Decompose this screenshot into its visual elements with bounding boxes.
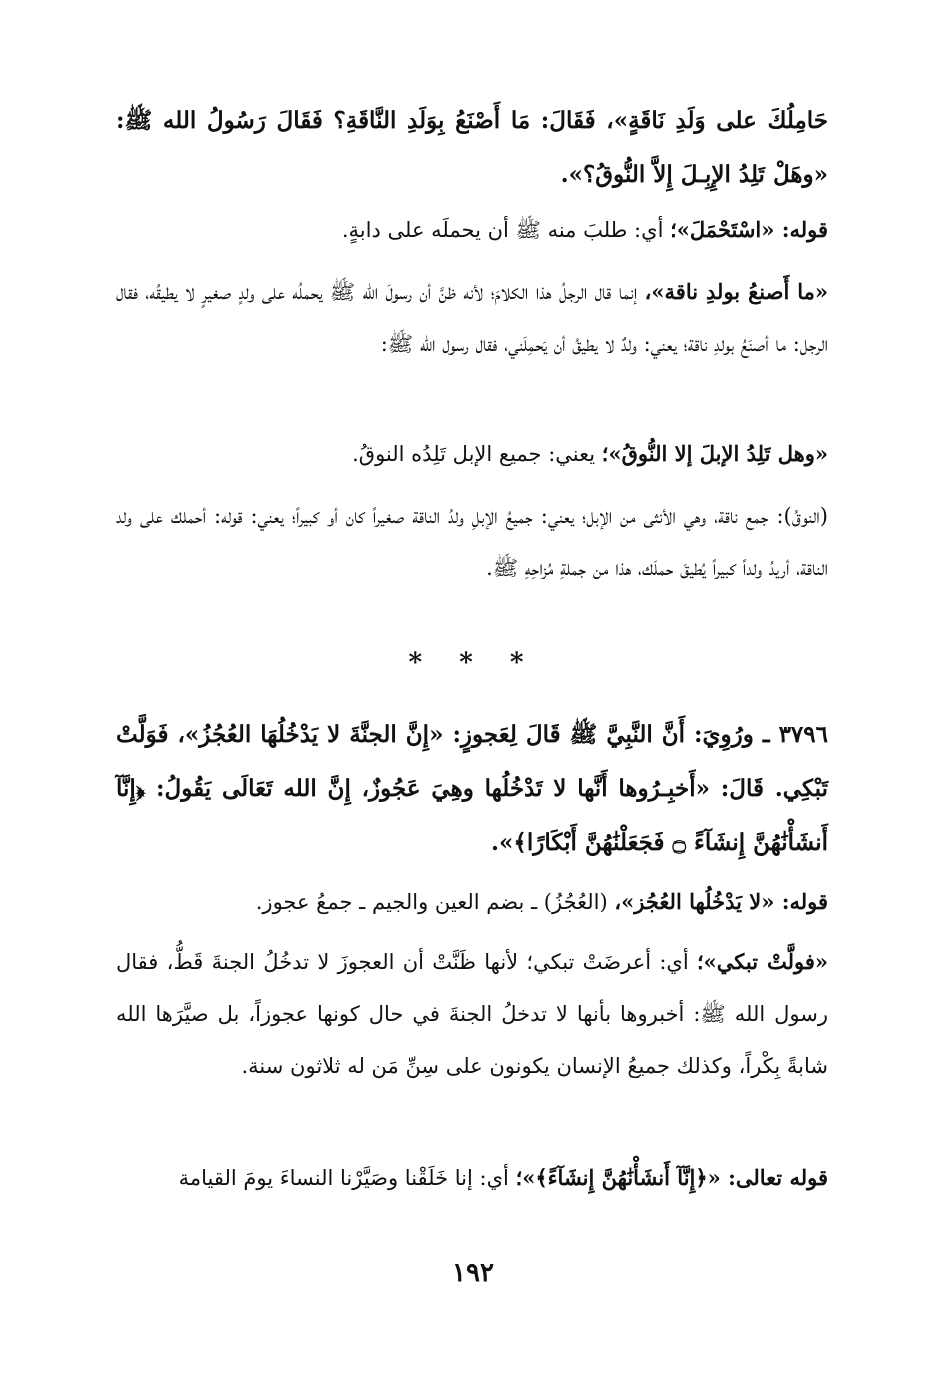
commentary-text: (العُجُزُ) ـ بضم العين والجيم ـ جمعُ عجوز. xyxy=(255,890,615,914)
paragraph-commentary-istahmal xyxy=(116,204,828,256)
quoted-term: قوله: «اسْتَحْمَلَ»؛ xyxy=(670,217,828,242)
paragraph-hadith-end: حَامِلُكَ على وَلَدِ نَاقَةٍ»، فَقَالَ: مَا أَصْنَعُ بِوَلَدِ النَّاقَةِ؟ فَقَالَ رَسُولُ الله ﷺ: «وهَلْ تَلِدُ الإِبِـلَ إِلاَّ النُّوقُ؟». xyxy=(116,107,828,188)
paragraph-hadith-3796: ٣٧٩٦ ـ ورُوِيَ: أَنَّ النَّبِيَّ ﷺ قَالَ لِعَجوزٍ: «إِنَّ الجنَّةَ لا يَدْخُلُهَا العُجُزُ»، فَوَلَّتْ تَبْكِي. قَالَ: «أَخبِـرُوها أَنَّها لا تَدْخُلُها وهِيَ عَجُوزٌ، إِنَّ الله تَعَالَى يَقُولُ: ﴿إِنَّآ أَنشَأْنَٰهُنَّ إِنشَآءً ۝ فَجَعَلْنَٰهُنَّ أَبْكَارًا﴾». xyxy=(116,721,828,856)
paragraph-commentary-asnau xyxy=(116,266,828,370)
commentary-text: أي: أعرضَتْ تبكي؛ لأنها ظَنَّتْ أن العجوزَ لا تدخُلُ الجنةَ قَطُّ، فقال رسول الله ﷺ: أخبروها بأنها لا تدخلُ الجنةَ في حال كونها عجوزاً، بل صيَّرَها الله شابةً بِكْراً، وكذلك جميعُ الإنسان يكونون على سِنِّ مَن له ثلاثون سنة. xyxy=(116,950,828,1078)
paragraph-definition-nuq: (النوقُ): جمع ناقة، وهي الأنثى من الإبل؛ يعني: جميعُ الإبلِ ولدُ الناقة صغيراً كان أو كبيراً؛ يعني: قوله: أحملك على ولد الناقة، أريدُ ولداً كبيراً يُطيقَ حملَك، هذا من جملةِ مُزاحِهِ ﷺ. xyxy=(116,504,828,580)
quoted-term: قوله: «لا يَدْخُلُها العُجُز»، xyxy=(614,889,828,914)
commentary-text: يعني: جميع الإبل تَلِدُه النوقُ. xyxy=(352,442,602,466)
quoted-term: «ما أَصنعُ بولدِ ناقة»، xyxy=(644,279,829,304)
quoted-term: «وهل تَلِدُ الإبلَ إلا النُّوقُ»؛ xyxy=(601,441,828,466)
paragraph-commentary-wallat xyxy=(116,936,828,1092)
quoted-term: «فولَّتْ تبكي»؛ xyxy=(696,949,828,974)
page-number: ١٩٢ xyxy=(452,1258,494,1288)
paragraph-commentary-nuq xyxy=(116,428,828,480)
paragraph-commentary-ujuz xyxy=(116,876,828,928)
section-separator: * * * xyxy=(408,648,538,678)
paragraph-commentary-verse xyxy=(116,1152,828,1204)
quoted-term: قوله تعالى: «﴿إِنَّآ أَنشَأْنَٰهُنَّ إِنشَآءً﴾»؛ xyxy=(515,1165,828,1190)
commentary-text: أي: إنا خَلَقْنا وصَيَّرْنا النساءَ يومَ القيامة xyxy=(178,1166,516,1190)
commentary-text: أي: طلبَ منه ﷺ أن يحملَه على دابةٍ. xyxy=(341,218,671,242)
commentary-text: إنما قال الرجلُ هذا الكلامَ؛ لأنه ظنَّ أن رسولَ الله ﷺ يحملُه على ولدٍ صغيرٍ لا يطيقُه، فقال الرجل: ما أصنَعُ بولدِ ناقة؛ يعني: ولدٌ لا يطيقُ أن يَحمِلَني، فقال رسول الله ﷺ: xyxy=(116,280,828,356)
